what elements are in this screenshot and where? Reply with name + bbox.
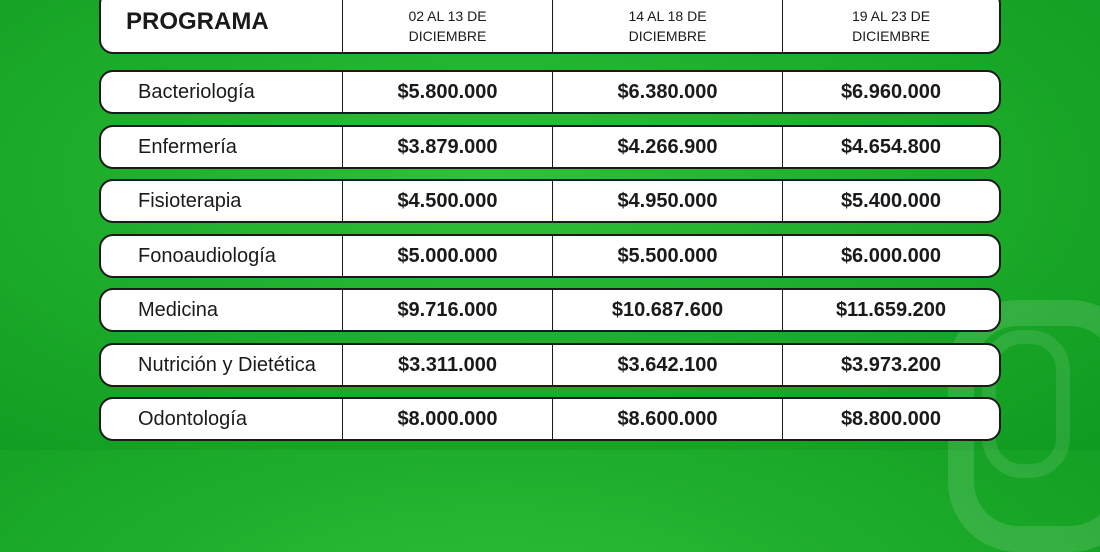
price-period-2: $8.600.000 [552,399,782,439]
program-name: Nutrición y Dietética [138,353,316,376]
header-date-range-3: 19 AL 23 DE DICIEMBRE [782,0,999,52]
price-period-3: $8.800.000 [782,399,999,439]
program-name: Odontología [138,407,247,430]
table-row [99,288,1001,332]
price-period-2: $3.642.100 [552,345,782,385]
price-period-3: $11.659.200 [782,290,999,330]
price-period-1: $3.879.000 [342,127,552,167]
program-name: Medicina [138,298,219,321]
price-period-1: $4.500.000 [342,181,552,221]
program-name: Fonoaudiología [138,244,276,267]
price-period-2: $5.500.000 [552,236,782,276]
header-date-range-2: 14 AL 18 DE DICIEMBRE [552,0,782,52]
price-period-1: $5.000.000 [342,236,552,276]
table-row [99,179,1001,223]
price-period-3: $6.960.000 [782,72,999,112]
price-period-3: $6.000.000 [782,236,999,276]
program-name: Bacteriología [138,80,255,103]
program-name: Enfermería [138,135,237,158]
price-period-1: $8.000.000 [342,399,552,439]
table-header [99,0,1001,54]
table-row [99,343,1001,387]
price-period-2: $6.380.000 [552,72,782,112]
price-period-1: $5.800.000 [342,72,552,112]
table-row [99,70,1001,114]
price-period-2: $10.687.600 [552,290,782,330]
price-period-3: $5.400.000 [782,181,999,221]
header-programa: PROGRAMA [126,8,269,35]
table-row [99,234,1001,278]
table-row [99,125,1001,169]
price-period-2: $4.950.000 [552,181,782,221]
price-period-3: $4.654.800 [782,127,999,167]
header-date-range-1: 02 AL 13 DE DICIEMBRE [342,0,552,52]
table-row [99,397,1001,441]
price-period-1: $9.716.000 [342,290,552,330]
price-period-3: $3.973.200 [782,345,999,385]
price-period-1: $3.311.000 [342,345,552,385]
price-period-2: $4.266.900 [552,127,782,167]
program-name: Fisioterapia [138,189,242,212]
